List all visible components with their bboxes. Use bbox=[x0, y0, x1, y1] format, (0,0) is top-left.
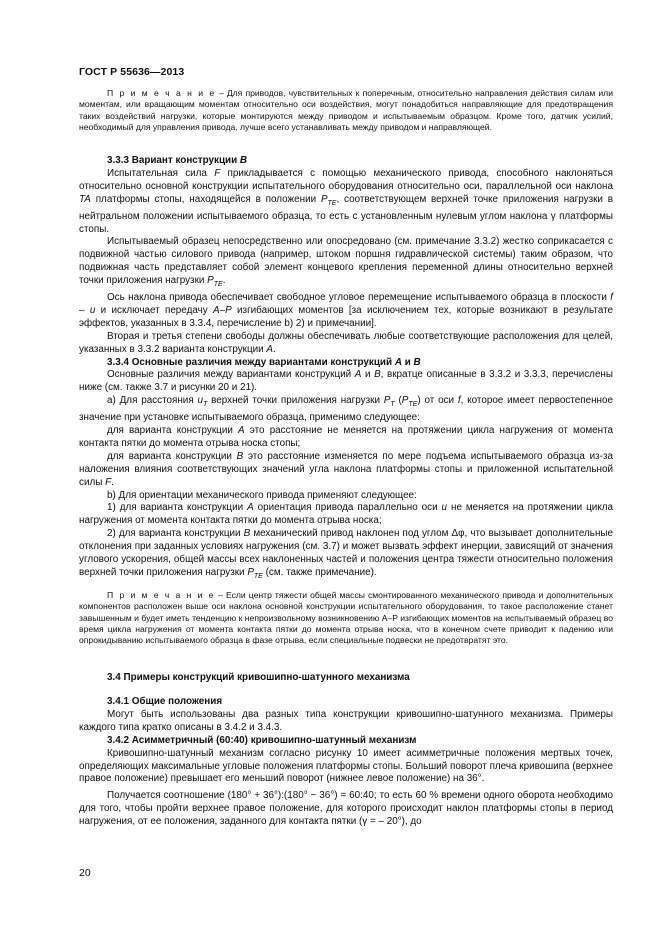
section-3-3-4-p6: 1) для варианта конструкции A ориентация привода параллельно оси u не меняется на протяжении цикла нагружения от момента контакта пятки до момента отрыва носка; bbox=[79, 502, 613, 527]
section-3-3-4-p1: Основные различия между вариантами конструкций A и B, вкратце описанные в 3.3.2 и 3.3.3, перечислены ниже (см. также 3.7 и рисунки 20 и 21). bbox=[79, 369, 613, 394]
note-2-text: – Если центр тяжести общей массы смонтированного механического привода и дополнительных компонентов расположен выше оси наклона основной конструкции испытательного оборудования, то такое расположение станет завышенным и будет иметь тенденцию к непроизвольному возникновению A–P изгибающих моментов на испытываемый образец во время цикла нагружения от момента контакта пятки до момента отрыва носка, что в конечном счете приводит к падению или опрокидыванию испытываемого образца в фазе отрыва, если специальные подвески не предотвратят это. bbox=[79, 590, 613, 646]
standard-header: ГОСТ Р 55636—2013 bbox=[79, 66, 185, 78]
section-3-3-4-p2: а) Для расстояния $u_T$ верхней точки приложения нагрузки $P_T$ $(P_{TE})$ от оси f, которое имеет первостепенное значение при установке испытываемого образца, применимо следующее: bbox=[79, 395, 613, 424]
section-3-3-4-p4: для варианта конструкции B это расстояние изменяется по мере подъема испытываемого образца из-за наложения влияния соответствующих значений угла наклона платформы стопы и приложенной испытательной силы F. bbox=[79, 450, 613, 488]
note-2 bbox=[79, 590, 613, 646]
section-3-4-2-title: 3.4.2 Асимметричный (60:40) кривошипно-шатунный механизм bbox=[107, 734, 417, 746]
section-3-3-3-p1: Испытательная сила F прикладывается с помощью механического привода, способного наклоняться относительно основной конструкции испытательного оборудования относительно оси, параллельной оси наклона TA платформы стопы, находящейся в положении $P_{TE}$, соответствующем верхней точке приложения нагрузки в нейтральном положении испытываемого образца, то есть с установленным нулевым углом наклона γ платформы стопы. bbox=[79, 167, 614, 235]
section-3-3-3-title: 3.3.3 Вариант конструкции B bbox=[107, 155, 248, 166]
section-3-3-4-title: 3.3.4 Основные различия между вариантами конструкций A и B bbox=[107, 356, 421, 368]
note-1-label: П р и м е ч а н и е bbox=[107, 88, 216, 98]
section-3-3-4-p5: b) Для ориентации механического привода применяют следующее: bbox=[107, 489, 417, 501]
note-2-label: П р и м е ч а н и е bbox=[107, 590, 216, 600]
section-3-3-3-p4: Вторая и третья степени свободы должны обеспечивать любые соответствующие расположения для целей, указанных в 3.3.2 варианта конструкции A. bbox=[79, 330, 613, 355]
page-number: 20 bbox=[79, 867, 91, 879]
section-3-3-3-p3: Ось наклона привода обеспечивает свободное угловое перемещение испытываемого образца в плоскости f – u и исключает передачу A–P изгибающих моментов [за исключением тех, которые возникают в результате эффектов, указанных в 3.3.4, перечисление b) 2) и примечании]. bbox=[79, 292, 613, 329]
note-1 bbox=[79, 88, 613, 133]
section-3-4 bbox=[79, 672, 613, 685]
section-3-3-3 bbox=[79, 155, 613, 584]
section-3-3-4-p7: 2) для варианта конструкции B механический привод наклонен под углом Δφ, что вызывает дополнительные отклонения при заданных условиях нагружения (см. 3.7) и может вызвать эффект инерции, зависящий от значения углового ускорения, общей массы всех наклоненных частей и положения центра тяжести относительно положения верхней точки приложения нагрузки $P_{TE}$ (см. также примечание). bbox=[79, 528, 613, 580]
section-3-3-3-p2: Испытываемый образец непосредственно или опосредовано (см. примечание 3.3.2) жестко соприкасается с подвижной частью силового привода (например, штоком поршня гидравлической системы) таким образом, что подвижная часть представляет собой элемент концевого крепления переменной длины относительно верхней точки приложения нагрузки $P_{TE}$. bbox=[79, 236, 613, 289]
section-3-4-2-p1: Кривошипно-шатунный механизм согласно рисунку 10 имеет асимметричные положения мертвых точек, определяющих максимальные угловые положения платформы стопы. Больший поворот плеча кривошипа (верхнее правое положение) превышает его меньший поворот (нижнее левое положение) на 36°. bbox=[79, 747, 613, 785]
section-3-4-1-title: 3.4.1 Общие положения bbox=[107, 696, 223, 707]
section-3-4-1-p1: Могут быть использованы два разных типа конструкции кривошипно-шатунного механизма. Примеры каждого типа кратко описаны в 3.4.2 и 3.4.3. bbox=[79, 708, 613, 733]
section-3-4-1 bbox=[79, 696, 613, 829]
section-3-4-2-p2: Получается соотношение (180° + 36°):(180° − 36°) = 60:40; то есть 60 % времени одного оборота необходимо для того, чтобы пройти верхнее правое положение, для которого происходит наклон платформы стопы в период нагружения, от ее положения, заданного для контакта пятки (γ = – 20°), до bbox=[79, 790, 613, 828]
note-1-text: – Для приводов, чувствительных к поперечным, относительно направления действия силам или моментам, или вращающим моментам относительно оси воздействия, могут понадобиться направляющие для предотвращения таких воздействий нагрузки, которые монтируются между приводом и испытываемым образцом. Кроме того, датчик усилий, необходимый для управления привода, лучше всего устанавливать между приводом и направляющей. bbox=[79, 88, 613, 132]
section-3-4-title: 3.4 Примеры конструкций кривошипно-шатунного механизма bbox=[107, 672, 410, 683]
section-3-3-4-p3: для варианта конструкции A это расстояние не меняется на протяжении цикла нагружения от момента контакта пятки до момента отрыва носка стопы; bbox=[79, 425, 613, 449]
